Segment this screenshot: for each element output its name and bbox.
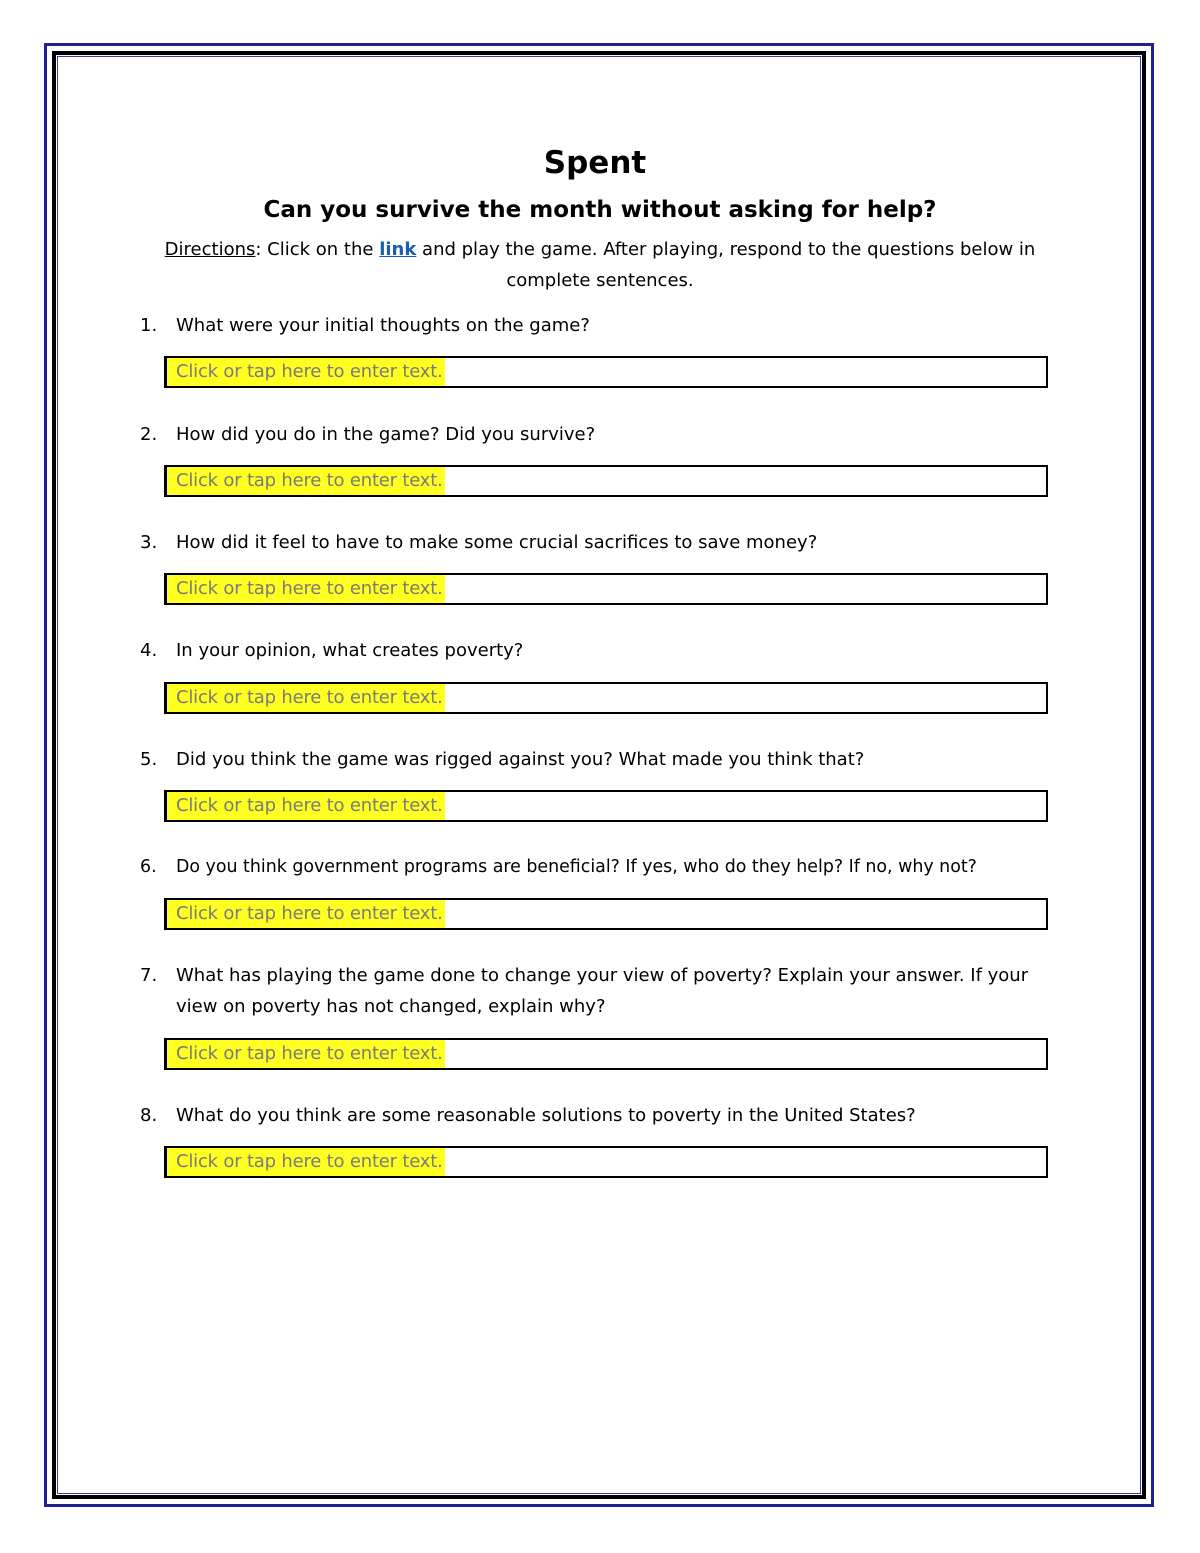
answer-field-2[interactable] bbox=[164, 465, 1048, 497]
directions-label: Directions bbox=[164, 239, 256, 260]
answer-field-1[interactable] bbox=[164, 356, 1048, 388]
answer-placeholder: Click or tap here to enter text. bbox=[167, 900, 445, 928]
question-7 bbox=[140, 960, 1030, 1022]
answer-placeholder: Click or tap here to enter text. bbox=[167, 575, 445, 603]
question-text: In your opinion, what creates poverty? bbox=[176, 640, 524, 661]
question-5 bbox=[140, 744, 1060, 775]
question-1 bbox=[140, 310, 1060, 341]
directions-text-before-link: Click on the bbox=[261, 239, 380, 260]
answer-field-7[interactable] bbox=[164, 1038, 1048, 1070]
answer-field-4[interactable] bbox=[164, 682, 1048, 714]
question-text: What were your initial thoughts on the game? bbox=[176, 315, 590, 336]
question-number: 7. bbox=[140, 965, 158, 986]
answer-placeholder: Click or tap here to enter text. bbox=[167, 684, 445, 712]
question-2 bbox=[140, 419, 1060, 450]
question-8 bbox=[140, 1100, 1060, 1131]
question-number: 6. bbox=[140, 857, 157, 877]
answer-placeholder: Click or tap here to enter text. bbox=[167, 792, 445, 820]
answer-field-5[interactable] bbox=[164, 790, 1048, 822]
answer-placeholder: Click or tap here to enter text. bbox=[167, 358, 445, 386]
page-subtitle: Can you survive the month without asking for help? bbox=[263, 197, 937, 223]
question-number: 4. bbox=[140, 640, 158, 661]
directions-colon: : bbox=[255, 239, 262, 260]
question-text: Did you think the game was rigged against you? What made you think that? bbox=[176, 749, 865, 770]
answer-field-6[interactable] bbox=[164, 898, 1048, 930]
question-text: How did you do in the game? Did you survive? bbox=[176, 424, 596, 445]
directions bbox=[140, 234, 1060, 296]
answer-field-8[interactable] bbox=[164, 1146, 1048, 1178]
question-number: 1. bbox=[140, 315, 158, 336]
question-number: 2. bbox=[140, 424, 158, 445]
answer-placeholder: Click or tap here to enter text. bbox=[167, 1040, 445, 1068]
question-text: What has playing the game done to change your view of poverty? Explain your answer. If your view on poverty has not changed, explain why? bbox=[176, 965, 1029, 1017]
answer-placeholder: Click or tap here to enter text. bbox=[167, 1148, 445, 1176]
question-4 bbox=[140, 635, 1060, 666]
question-6 bbox=[140, 852, 1060, 883]
answer-placeholder: Click or tap here to enter text. bbox=[167, 467, 445, 495]
page-title: Spent bbox=[543, 145, 647, 181]
question-text: Do you think government programs are beneficial? If yes, who do they help? If no, why not? bbox=[176, 857, 977, 877]
question-text: What do you think are some reasonable solutions to poverty in the United States? bbox=[176, 1105, 916, 1126]
directions-text-after-link: and play the game. After playing, respond to the questions below in complete sentences. bbox=[416, 239, 1036, 291]
game-link[interactable]: link bbox=[379, 239, 417, 260]
question-number: 5. bbox=[140, 749, 158, 770]
question-3 bbox=[140, 527, 1060, 558]
question-text: How did it feel to have to make some crucial sacrifices to save money? bbox=[176, 532, 818, 553]
question-number: 8. bbox=[140, 1105, 158, 1126]
question-number: 3. bbox=[140, 532, 158, 553]
answer-field-3[interactable] bbox=[164, 573, 1048, 605]
